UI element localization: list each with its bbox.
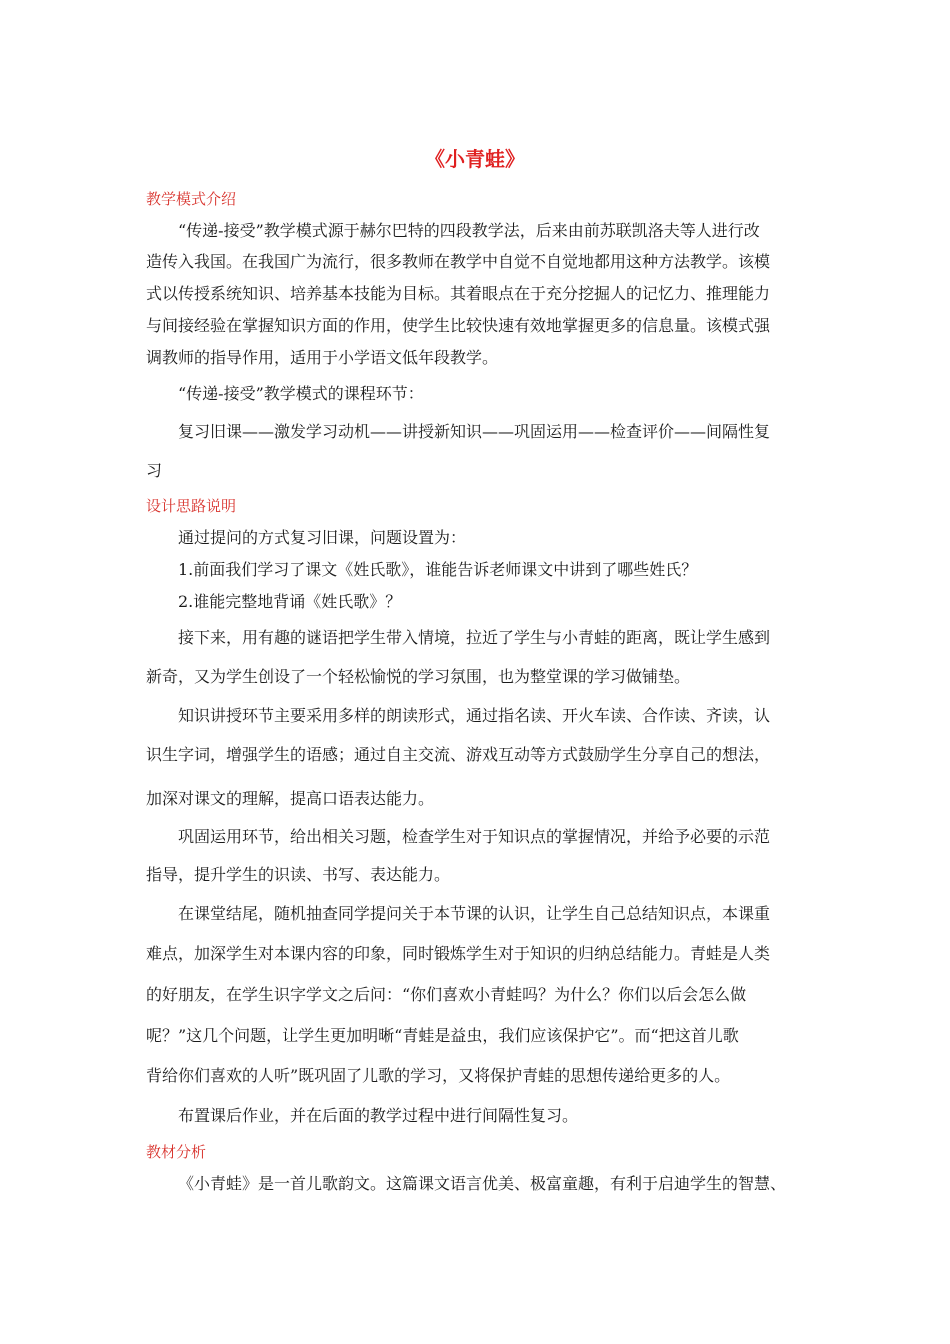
paragraph-line: 调教师的指导作用，适用于小学语文低年段教学。 [146,348,499,367]
paragraph-line: “传递-接受”教学模式的课程环节： [178,384,424,403]
paragraph-line: 通过提问的方式复习旧课，问题设置为： [178,528,467,547]
section-heading-material-analysis: 教材分析 [146,1143,207,1161]
paragraph-line: 接下来，用有趣的谜语把学生带入情境，拉近了学生与小青蛙的距离，既让学生感到 [178,628,771,647]
paragraph-line: 2.谁能完整地背诵《姓氏歌》？ [178,592,402,611]
document-title: 《小青蛙》 [425,147,525,171]
paragraph-line: “传递-接受”教学模式源于赫尔巴特的四段教学法，后来由前苏联凯洛夫等人进行改 [178,221,760,240]
paragraph-line: 知识讲授环节主要采用多样的朗读形式，通过指名读、开火车读、合作读、齐读，认 [178,706,771,725]
paragraph-line: 习 [146,461,163,480]
paragraph-line: 1.前面我们学习了课文《姓氏歌》，谁能告诉老师课文中讲到了哪些姓氏？ [178,560,698,579]
paragraph-line: 识生字词，增强学生的语感；通过自主交流、游戏互动等方式鼓励学生分享自己的想法， [146,745,771,764]
section-heading-teaching-mode: 教学模式介绍 [146,190,237,208]
paragraph-line: 新奇，又为学生创设了一个轻松愉悦的学习氛围，也为整堂课的学习做铺垫。 [146,667,691,686]
paragraph-line: 指导，提升学生的识读、书写、表达能力。 [146,865,451,884]
paragraph-line: 难点，加深学生对本课内容的印象，同时锻炼学生对于知识的归纳总结能力。青蛙是人类 [146,944,771,963]
paragraph-line: 在课堂结尾，随机抽查同学提问关于本节课的认识，让学生自己总结知识点，本课重 [178,904,771,923]
paragraph-line: 式以传授系统知识、培养基本技能为目标。其着眼点在于充分挖掘人的记忆力、推理能力 [146,284,771,303]
paragraph-line: 呢？”这几个问题，让学生更加明晰“青蛙是益虫，我们应该保护它”。而“把这首儿歌 [146,1026,739,1045]
paragraph-line: 巩固运用环节，给出相关习题，检查学生对于知识点的掌握情况，并给予必要的示范 [178,827,771,846]
section-heading-design-ideas: 设计思路说明 [146,497,237,515]
paragraph-line: 布置课后作业，并在后面的教学过程中进行间隔性复习。 [178,1106,579,1125]
paragraph-line: 《小青蛙》是一首儿歌韵文。这篇课文语言优美、极富童趣，有利于启迪学生的智慧、 [178,1174,787,1193]
paragraph-line: 的好朋友，在学生识字学文之后问：“你们喜欢小青蛙吗？为什么？你们以后会怎么做 [146,985,747,1004]
paragraph-line: 复习旧课——激发学习动机——讲授新知识——巩固运用——检查评价——间隔性复 [178,422,771,441]
paragraph-line: 背给你们喜欢的人听”既巩固了儿歌的学习，又将保护青蛙的思想传递给更多的人。 [146,1066,731,1085]
paragraph-line: 与间接经验在掌握知识方面的作用，使学生比较快速有效地掌握更多的信息量。该模式强 [146,316,771,335]
paragraph-line: 造传入我国。在我国广为流行，很多教师在教学中自觉不自觉地都用这种方法教学。该模 [146,252,771,271]
paragraph-line: 加深对课文的理解，提高口语表达能力。 [146,789,435,808]
